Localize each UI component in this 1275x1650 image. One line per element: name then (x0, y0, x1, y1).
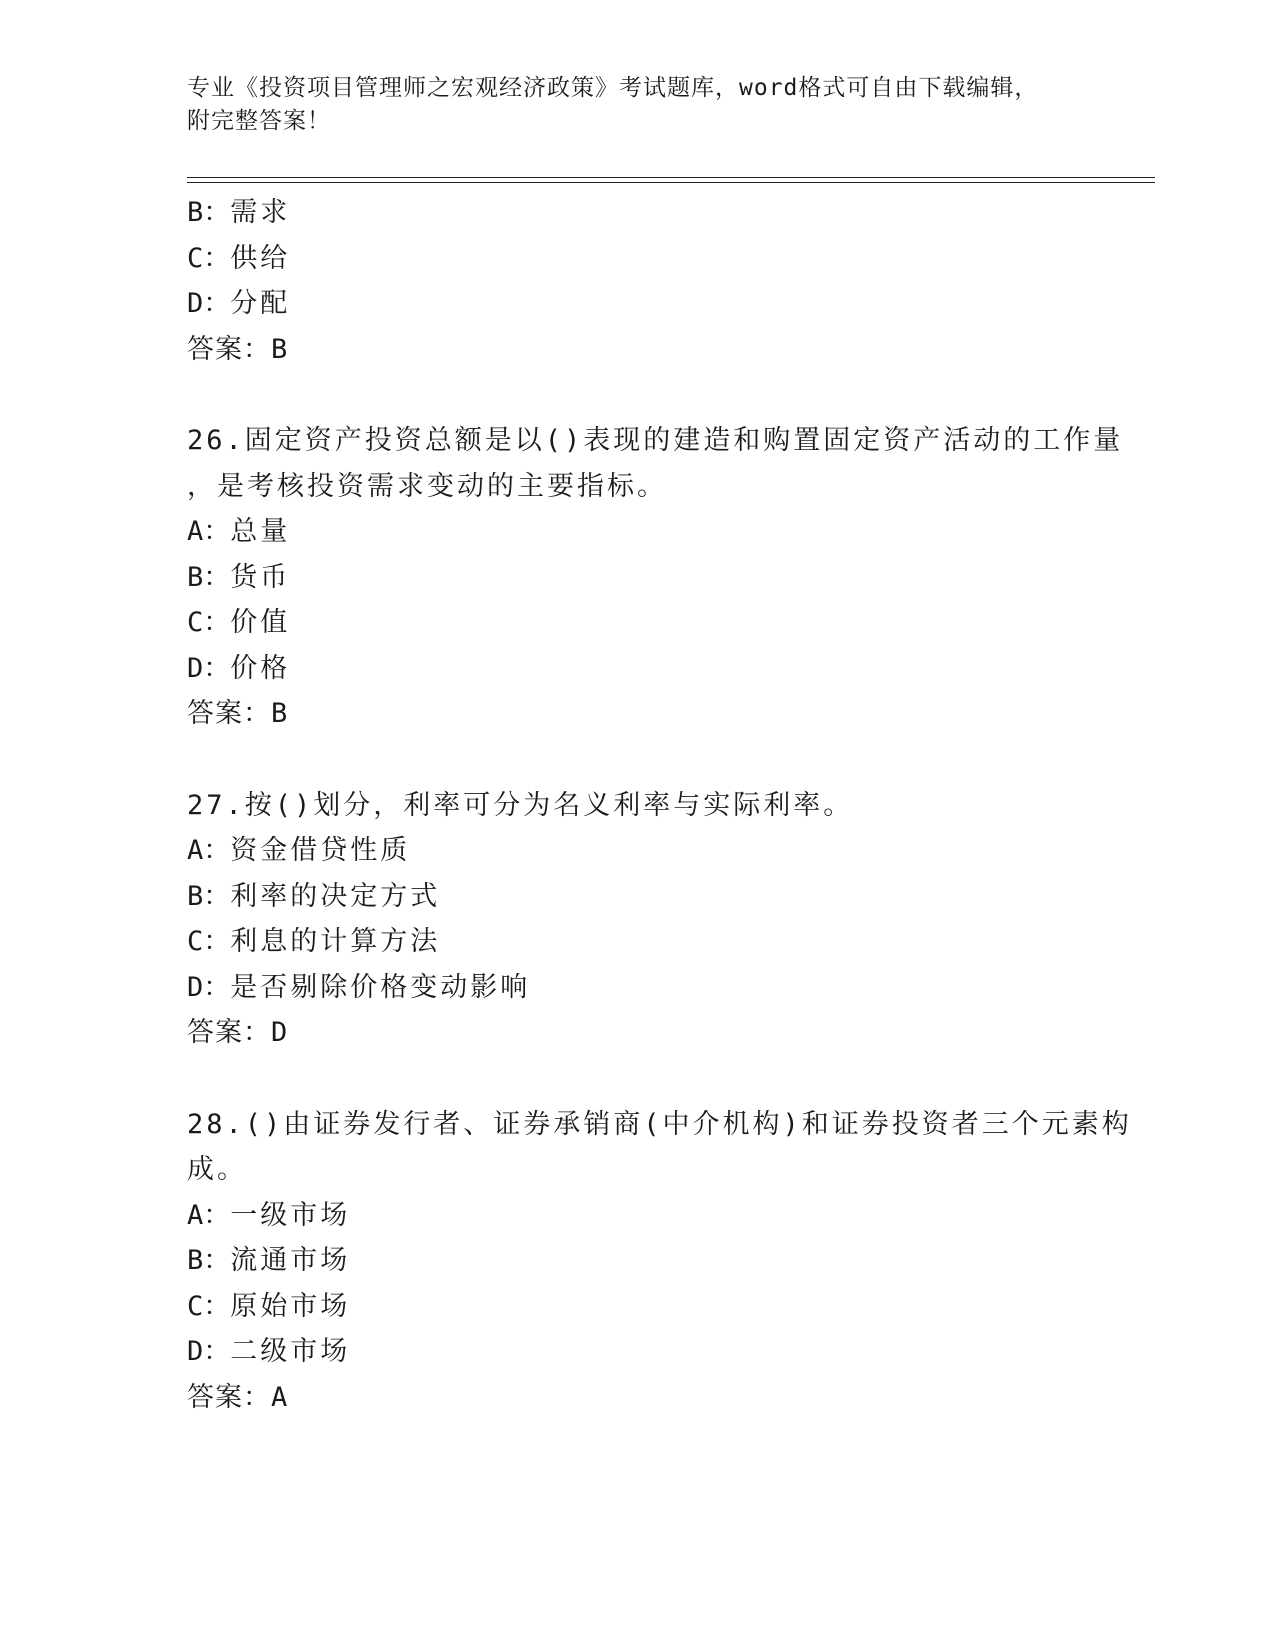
option-c (187, 600, 1087, 646)
answer-label: 答案： (187, 333, 271, 365)
answer-value: A (271, 1381, 291, 1413)
option-b (187, 555, 1087, 601)
option-text: 需求 (230, 197, 291, 228)
option-text: 资金借贷性质 (230, 835, 411, 866)
option-key: D： (187, 652, 231, 684)
header-divider-bottom (187, 182, 1155, 183)
option-key: B： (187, 1245, 231, 1276)
option-b (187, 874, 1087, 920)
answer-label: 答案： (187, 1381, 271, 1413)
question-stem-line-2: 成。 (187, 1154, 247, 1185)
question-stem-line-2: ，是考核投资需求变动的主要指标。 (187, 470, 667, 502)
question-stem-line-1: 28.()由证券发行者、证券承销商(中介机构)和证券投资者三个元素构 (187, 1108, 1132, 1140)
option-b (187, 1238, 1087, 1284)
option-key: A： (187, 835, 231, 866)
option-text: 一级市场 (230, 1199, 351, 1231)
option-key: D： (187, 971, 231, 1003)
question-stem-line-1: 26.固定资产投资总额是以()表现的建造和购置固定资产活动的工作量 (187, 425, 1124, 456)
option-a (187, 828, 1087, 874)
answer-line (187, 691, 1087, 737)
answer-label: 答案： (187, 1017, 271, 1048)
option-d (187, 646, 1087, 692)
document-body (187, 190, 1132, 1466)
answer-value: B (271, 698, 291, 729)
option-key: C： (187, 607, 231, 638)
option-text: 分配 (230, 288, 291, 319)
option-d (187, 1329, 1087, 1375)
answer-value: D (271, 1017, 291, 1048)
option-key: C： (187, 926, 231, 957)
option-key: C： (187, 1290, 231, 1322)
option-c (187, 919, 1087, 965)
question-28 (187, 1102, 1132, 1421)
answer-line (187, 1375, 1087, 1421)
option-text: 利息的计算方法 (230, 926, 441, 957)
header-line-1: 专业《投资项目管理师之宏观经济政策》考试题库，word格式可自由下载编辑， (187, 75, 1039, 101)
option-text: 价值 (230, 607, 291, 638)
option-text: 原始市场 (230, 1290, 351, 1322)
option-text: 利率的决定方式 (230, 880, 441, 912)
header-divider-top (187, 177, 1155, 178)
option-text: 总量 (230, 516, 291, 547)
option-key: B： (187, 561, 231, 593)
question-stem-line-1: 27.按()划分，利率可分为名义利率与实际利率。 (187, 789, 854, 821)
document-header (187, 72, 1087, 138)
option-key: B： (187, 880, 231, 912)
question-26 (187, 418, 1124, 737)
option-text: 二级市场 (230, 1336, 351, 1367)
option-text: 是否剔除价格变动影响 (230, 971, 531, 1003)
option-key: D： (187, 1336, 231, 1367)
option-text: 供给 (230, 242, 291, 274)
option-d (187, 965, 1087, 1011)
option-d (187, 281, 1087, 327)
option-key: B： (187, 197, 231, 228)
option-key: C： (187, 242, 231, 274)
option-text: 价格 (230, 652, 291, 684)
answer-line (187, 1010, 1087, 1056)
option-text: 货币 (230, 561, 291, 593)
option-a (187, 1193, 1087, 1239)
option-key: D： (187, 288, 231, 319)
option-b (187, 190, 1087, 236)
answer-line (187, 327, 1087, 373)
option-key: A： (187, 516, 231, 547)
option-a (187, 509, 1087, 555)
question-fragment (187, 190, 1087, 372)
answer-label: 答案： (187, 698, 271, 729)
option-c (187, 236, 1087, 282)
option-text: 流通市场 (230, 1245, 351, 1276)
header-line-2: 附完整答案！ (187, 108, 331, 134)
answer-value: B (271, 333, 291, 365)
option-key: A： (187, 1199, 231, 1231)
option-c (187, 1284, 1087, 1330)
question-27 (187, 783, 1087, 1056)
